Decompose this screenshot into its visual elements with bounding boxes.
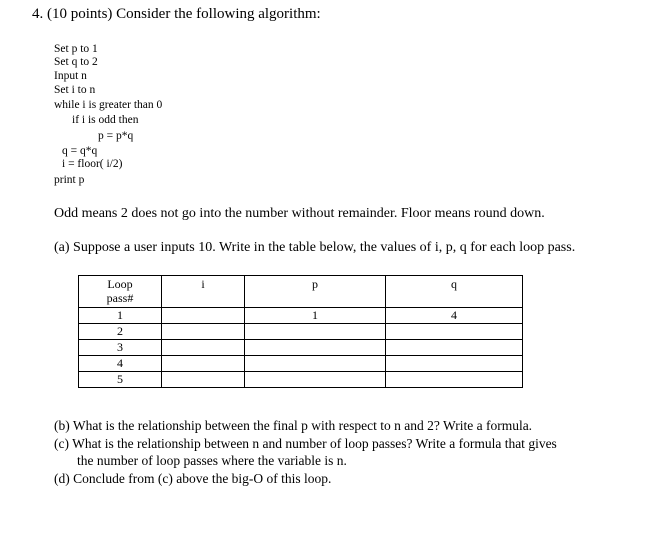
part-b-text: (b) What is the relationship between the final p with respect to n and 2? Write a formula.: [54, 418, 533, 433]
cell-i[interactable]: [162, 356, 245, 372]
algo-line: print p: [54, 174, 85, 186]
table-row: [79, 324, 523, 340]
part-c-line-2: the number of loop passes where the variable is n.: [77, 453, 347, 468]
header-p: p: [245, 276, 386, 308]
cell-i[interactable]: [162, 340, 245, 356]
cell-q[interactable]: [386, 372, 523, 388]
algo-line: q = q*q: [62, 145, 98, 157]
cell-q[interactable]: [386, 340, 523, 356]
cell-q[interactable]: [386, 324, 523, 340]
table-row: [79, 308, 523, 324]
cell-pass: 5: [79, 372, 162, 388]
cell-pass: 1: [79, 308, 162, 324]
loop-table: [78, 275, 523, 388]
cell-pass: 4: [79, 356, 162, 372]
header-i: i: [162, 276, 245, 308]
algo-line: if i is odd then: [72, 114, 139, 126]
part-c-text: [54, 435, 557, 469]
cell-p[interactable]: [245, 356, 386, 372]
table-row: [79, 372, 523, 388]
question-heading: 4. (10 points) Consider the following algorithm:: [32, 6, 321, 22]
header-loop-pass: Loop pass#: [79, 276, 162, 308]
cell-p[interactable]: [245, 324, 386, 340]
cell-p[interactable]: [245, 340, 386, 356]
algo-line: Set p to 1: [54, 43, 98, 55]
part-c-line-1: (c) What is the relationship between n and number of loop passes? Write a formula that gives: [54, 436, 557, 451]
algo-line: Set i to n: [54, 84, 96, 96]
cell-i[interactable]: [162, 372, 245, 388]
algo-line: Input n: [54, 70, 87, 82]
cell-p[interactable]: [245, 372, 386, 388]
algo-line: i = floor( i/2): [62, 158, 123, 170]
table-row: [79, 356, 523, 372]
cell-pass: 2: [79, 324, 162, 340]
part-d-text: (d) Conclude from (c) above the big-O of this loop.: [54, 471, 332, 486]
cell-q[interactable]: 4: [386, 308, 523, 324]
algo-line: Set q to 2: [54, 56, 98, 68]
table-header-row: [79, 276, 523, 308]
algo-line: while i is greater than 0: [54, 99, 163, 111]
header-q: q: [386, 276, 523, 308]
cell-i[interactable]: [162, 324, 245, 340]
algo-line: p = p*q: [98, 130, 134, 142]
table-row: [79, 340, 523, 356]
cell-q[interactable]: [386, 356, 523, 372]
cell-i[interactable]: [162, 308, 245, 324]
part-a-text: (a) Suppose a user inputs 10. Write in the table below, the values of i, p, q for each loop pass.: [54, 240, 576, 255]
cell-pass: 3: [79, 340, 162, 356]
cell-p[interactable]: 1: [245, 308, 386, 324]
definition-note: Odd means 2 does not go into the number without remainder. Floor means round down.: [54, 206, 545, 221]
